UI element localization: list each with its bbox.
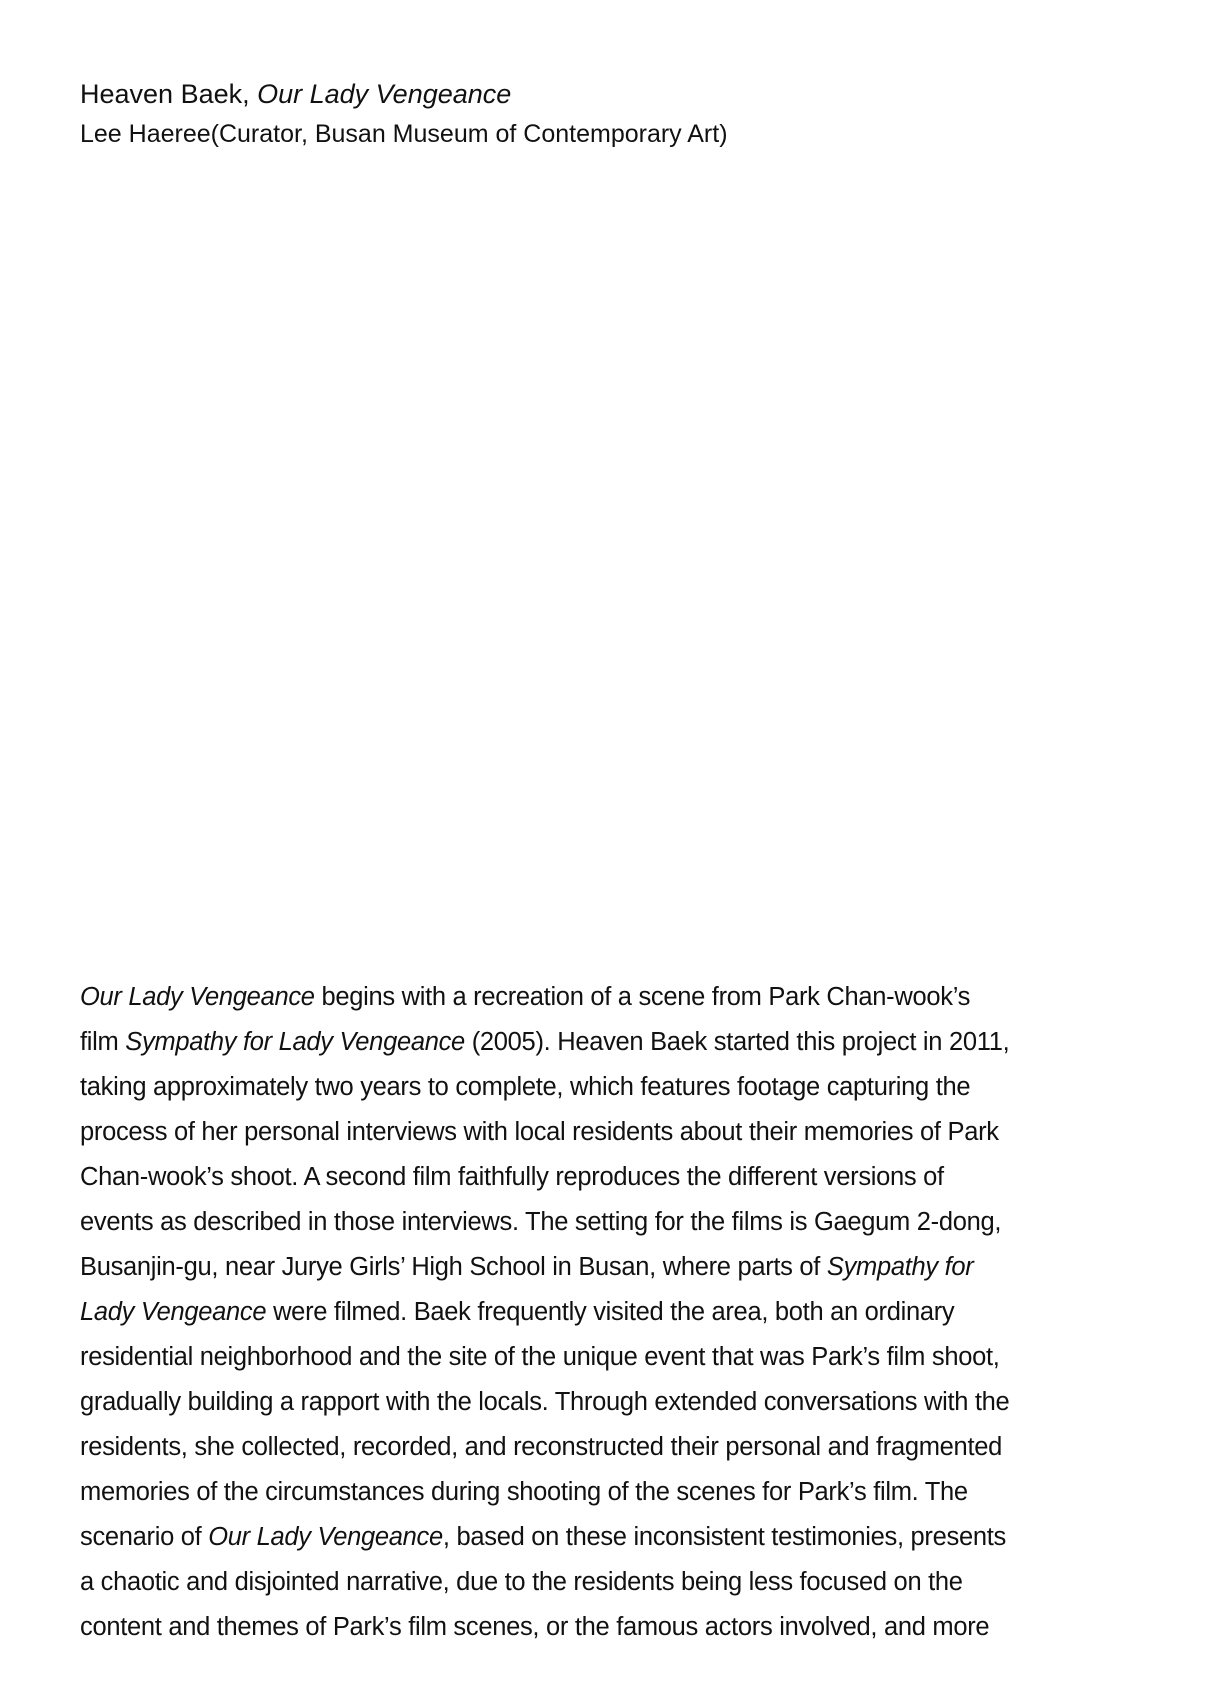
body-line bbox=[80, 1380, 1140, 1425]
body-line bbox=[80, 1020, 1140, 1065]
body-line bbox=[80, 1515, 1140, 1560]
italic-title-text: Lady Vengeance bbox=[80, 1298, 267, 1326]
body-text-segment: residents, she collected, recorded, and reconstructed their personal and fragmented bbox=[80, 1433, 1002, 1461]
italic-title-text: Sympathy for Lady Vengeance bbox=[125, 1028, 465, 1056]
body-text-segment: memories of the circumstances during shooting of the scenes for Park’s film. The bbox=[80, 1478, 968, 1506]
body-line bbox=[80, 1200, 1140, 1245]
body-line bbox=[80, 1065, 1140, 1110]
body-line bbox=[80, 1335, 1140, 1380]
italic-title-text: Sympathy for bbox=[826, 1253, 974, 1281]
body-line bbox=[80, 1245, 1140, 1290]
body-line bbox=[80, 1425, 1140, 1470]
body-text-segment: (2005). Heaven Baek started this project in 2011, bbox=[464, 1028, 1010, 1056]
body-line bbox=[80, 1560, 1140, 1605]
article-author: Lee Haeree(Curator, Busan Museum of Contemporary Art) bbox=[80, 120, 728, 148]
body-paragraph bbox=[80, 975, 1140, 1650]
italic-title-text: Our Lady Vengeance bbox=[80, 983, 315, 1011]
body-line bbox=[80, 975, 1140, 1020]
body-line bbox=[80, 1605, 1140, 1650]
body-text-segment: a chaotic and disjointed narrative, due to the residents being less focused on the bbox=[80, 1568, 963, 1596]
article-title bbox=[80, 74, 1140, 114]
body-text-segment: were filmed. Baek frequently visited the area, both an ordinary bbox=[266, 1298, 955, 1326]
body-text-segment: taking approximately two years to complete, which features footage capturing the bbox=[80, 1073, 971, 1101]
body-text-segment: Chan-wook’s shoot. A second film faithfully reproduces the different versions of bbox=[80, 1163, 944, 1191]
body-line bbox=[80, 1110, 1140, 1155]
article-header bbox=[80, 74, 1140, 154]
body-text-segment: events as described in those interviews. The setting for the films is Gaegum 2-dong, bbox=[80, 1208, 1002, 1236]
body-text-segment: content and themes of Park’s film scenes, or the famous actors involved, and more bbox=[80, 1613, 990, 1641]
body-line bbox=[80, 1470, 1140, 1515]
body-text-segment: scenario of bbox=[80, 1523, 209, 1551]
italic-title-text: Our Lady Vengeance bbox=[208, 1523, 443, 1551]
body-text-segment: film bbox=[80, 1028, 126, 1056]
artist-name: Heaven Baek, bbox=[80, 79, 258, 109]
work-title: Our Lady Vengeance bbox=[257, 79, 512, 109]
body-text-segment: process of her personal interviews with local residents about their memories of Park bbox=[80, 1118, 999, 1146]
body-text-segment: , based on these inconsistent testimonies, presents bbox=[442, 1523, 1006, 1551]
body-line bbox=[80, 1155, 1140, 1200]
body-line bbox=[80, 1290, 1140, 1335]
body-text-segment: begins with a recreation of a scene from Park Chan-wook’s bbox=[314, 983, 971, 1011]
body-text-segment: Busanjin-gu, near Jurye Girls’ High School in Busan, where parts of bbox=[80, 1253, 827, 1281]
body-text-segment: residential neighborhood and the site of the unique event that was Park’s film shoot, bbox=[80, 1343, 1000, 1371]
body-text-segment: gradually building a rapport with the locals. Through extended conversations with the bbox=[80, 1388, 1010, 1416]
